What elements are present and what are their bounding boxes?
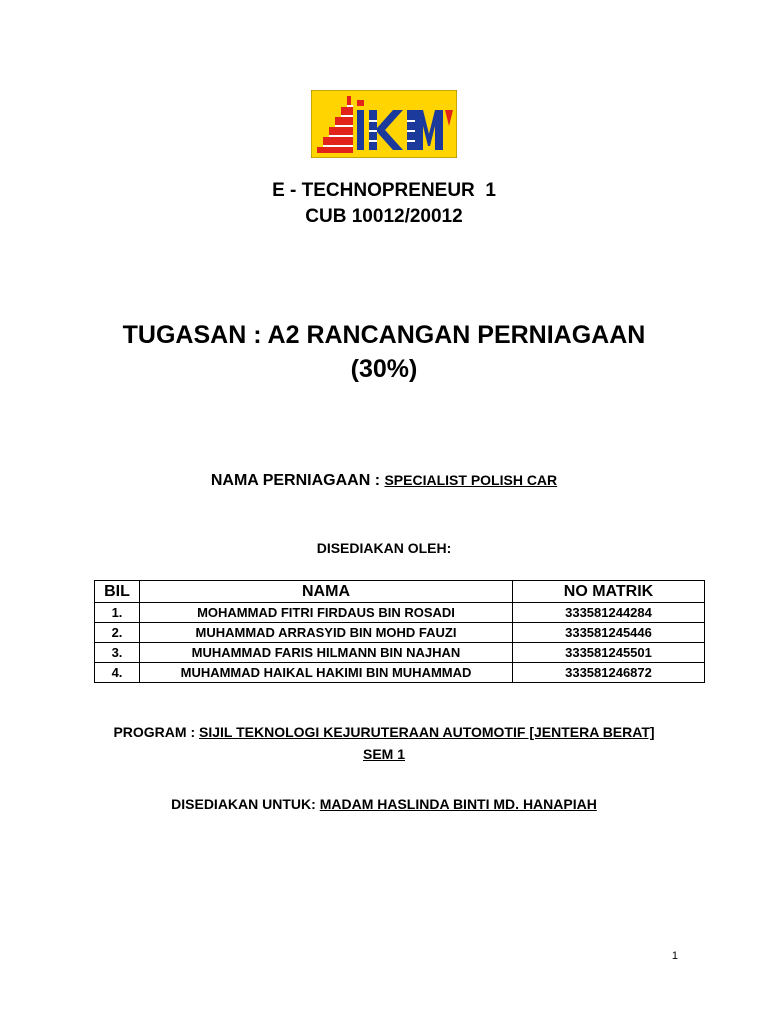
task-weight: (30%) bbox=[350, 355, 418, 383]
business-name-value: SPECIALIST POLISH CAR bbox=[384, 472, 558, 488]
business-name-line bbox=[0, 472, 768, 490]
prepared-by-heading: DISEDIAKAN OLEH: bbox=[316, 540, 452, 556]
program-value: SIJIL TEKNOLOGI KEJURUTERAAN AUTOMOTIF [JENTERA BERAT] SEM 1 bbox=[199, 724, 655, 762]
cell-no-matrik: 333581245446 bbox=[513, 623, 705, 643]
cell-nama: MUHAMMAD HAIKAL HAKIMI BIN MUHAMMAD bbox=[140, 663, 513, 683]
table-row bbox=[95, 643, 705, 663]
cell-nama: MOHAMMAD FITRI FIRDAUS BIN ROSADI bbox=[140, 603, 513, 623]
page-number: 1 bbox=[671, 950, 678, 962]
cell-bil: 3. bbox=[95, 643, 140, 663]
ikm-logo bbox=[311, 90, 457, 158]
cell-no-matrik: 333581246872 bbox=[513, 663, 705, 683]
members-table bbox=[94, 580, 705, 683]
header-bil: BIL bbox=[95, 581, 140, 603]
task-title: TUGASAN : A2 RANCANGAN PERNIAGAAN bbox=[122, 321, 646, 349]
cell-bil: 4. bbox=[95, 663, 140, 683]
program-label: PROGRAM : bbox=[113, 724, 199, 740]
cell-bil: 2. bbox=[95, 623, 140, 643]
header-nama: NAMA bbox=[140, 581, 513, 603]
business-name-label: NAMA PERNIAGAAN : bbox=[210, 472, 385, 489]
cell-nama: MUHAMMAD FARIS HILMANN BIN NAJHAN bbox=[140, 643, 513, 663]
cell-no-matrik: 333581245501 bbox=[513, 643, 705, 663]
program-line bbox=[100, 721, 668, 765]
prepared-for-label: DISEDIAKAN UNTUK: bbox=[171, 796, 320, 812]
ikm-logo-graphic bbox=[311, 90, 457, 158]
header-no-matrik: NO MATRIK bbox=[513, 581, 705, 603]
course-title: E - TECHNOPRENEUR 1 bbox=[272, 180, 496, 201]
prepared-for-value: MADAM HASLINDA BINTI MD. HANAPIAH bbox=[319, 796, 597, 812]
cell-no-matrik: 333581244284 bbox=[513, 603, 705, 623]
course-code: CUB 10012/20012 bbox=[305, 206, 463, 227]
table-row bbox=[95, 663, 705, 683]
cell-bil: 1. bbox=[95, 603, 140, 623]
table-header-row bbox=[95, 581, 705, 603]
cell-nama: MUHAMMAD ARRASYID BIN MOHD FAUZI bbox=[140, 623, 513, 643]
table-row bbox=[95, 603, 705, 623]
table-row bbox=[95, 623, 705, 643]
prepared-for-line bbox=[0, 796, 768, 812]
